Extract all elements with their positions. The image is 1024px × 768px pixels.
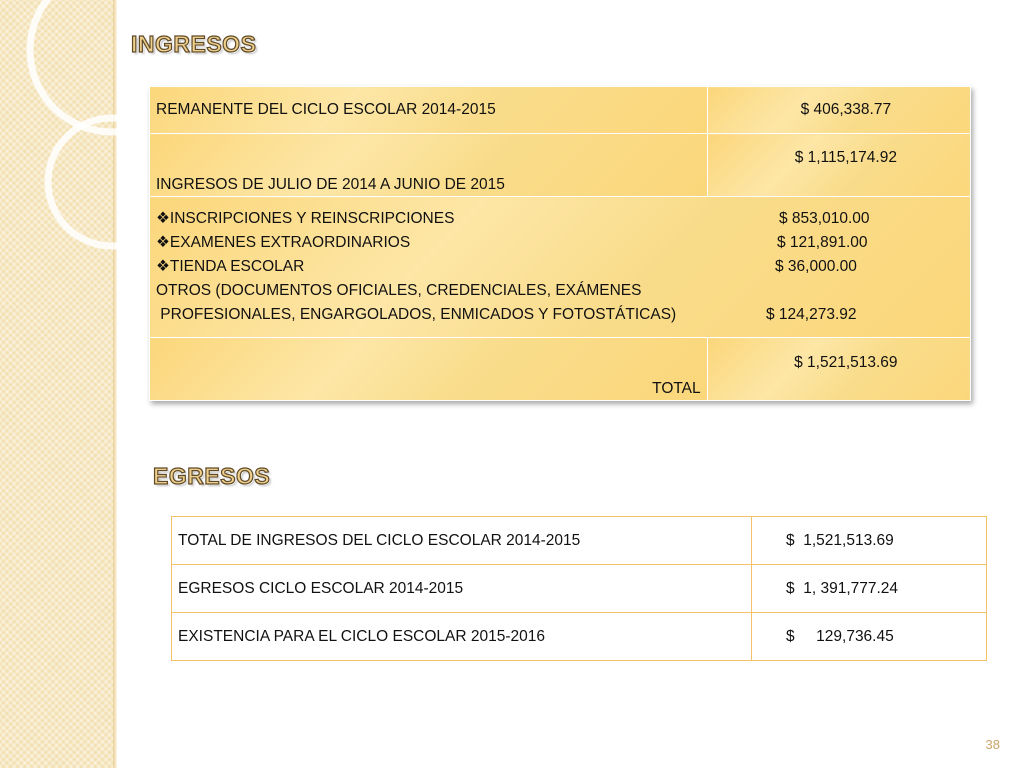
- egresos-table: [171, 516, 987, 661]
- ingresos-table: [149, 86, 971, 401]
- total-amount: $ 1,521,513.69: [707, 338, 970, 401]
- diamond-bullet-icon: ❖: [156, 210, 170, 227]
- ingresos-heading: INGRESOS: [131, 31, 257, 57]
- detail-line-otros-cont: [156, 303, 964, 327]
- table-row: [150, 87, 971, 134]
- page-number: 38: [985, 737, 1000, 752]
- total-label: TOTAL: [150, 338, 708, 401]
- egresos-row-amount: $ 129,736.45: [752, 613, 987, 661]
- egresos-row-amount: $ 1,521,513.69: [752, 517, 987, 565]
- detail-line-otros: [156, 279, 964, 303]
- detail-amount: $ 853,010.00: [779, 210, 870, 227]
- diamond-bullet-icon: ❖: [156, 258, 170, 275]
- ingresos-detail-cell: [150, 197, 971, 338]
- detail-amount: $ 124,273.92: [766, 306, 857, 323]
- detail-amount: $ 121,891.00: [777, 234, 868, 251]
- detail-label: TIENDA ESCOLAR: [169, 258, 305, 275]
- remanente-amount: $ 406,338.77: [707, 87, 970, 134]
- ingresos-julio-label: INGRESOS DE JULIO DE 2014 A JUNIO DE 2015: [150, 134, 708, 197]
- egresos-row-label: EGRESOS CICLO ESCOLAR 2014-2015: [172, 565, 752, 613]
- detail-label: PROFESIONALES, ENGARGOLADOS, ENMICADOS Y FOTOSTÁTICAS): [156, 306, 677, 323]
- table-row: [172, 517, 987, 565]
- table-row: [150, 134, 971, 197]
- table-row: [150, 338, 971, 401]
- ingresos-julio-amount: $ 1,115,174.92: [707, 134, 970, 197]
- remanente-label: REMANENTE DEL CICLO ESCOLAR 2014-2015: [150, 87, 708, 134]
- egresos-row-amount: $ 1, 391,777.24: [752, 565, 987, 613]
- detail-line-tienda: [156, 255, 964, 279]
- detail-line-inscripciones: [156, 207, 964, 231]
- table-row: [172, 613, 987, 661]
- detail-amount: $ 36,000.00: [775, 258, 857, 275]
- detail-label: OTROS (DOCUMENTOS OFICIALES, CREDENCIALES, EXÁMENES: [156, 282, 642, 299]
- table-row: [172, 565, 987, 613]
- detail-line-examenes: [156, 231, 964, 255]
- egresos-heading: EGRESOS: [153, 463, 271, 489]
- detail-label: EXAMENES EXTRAORDINARIOS: [169, 234, 411, 251]
- egresos-row-label: TOTAL DE INGRESOS DEL CICLO ESCOLAR 2014-2015: [172, 517, 752, 565]
- diamond-bullet-icon: ❖: [156, 234, 170, 251]
- detail-label: INSCRIPCIONES Y REINSCRIPCIONES: [169, 210, 455, 227]
- egresos-row-label: EXISTENCIA PARA EL CICLO ESCOLAR 2015-2016: [172, 613, 752, 661]
- table-row: [150, 197, 971, 338]
